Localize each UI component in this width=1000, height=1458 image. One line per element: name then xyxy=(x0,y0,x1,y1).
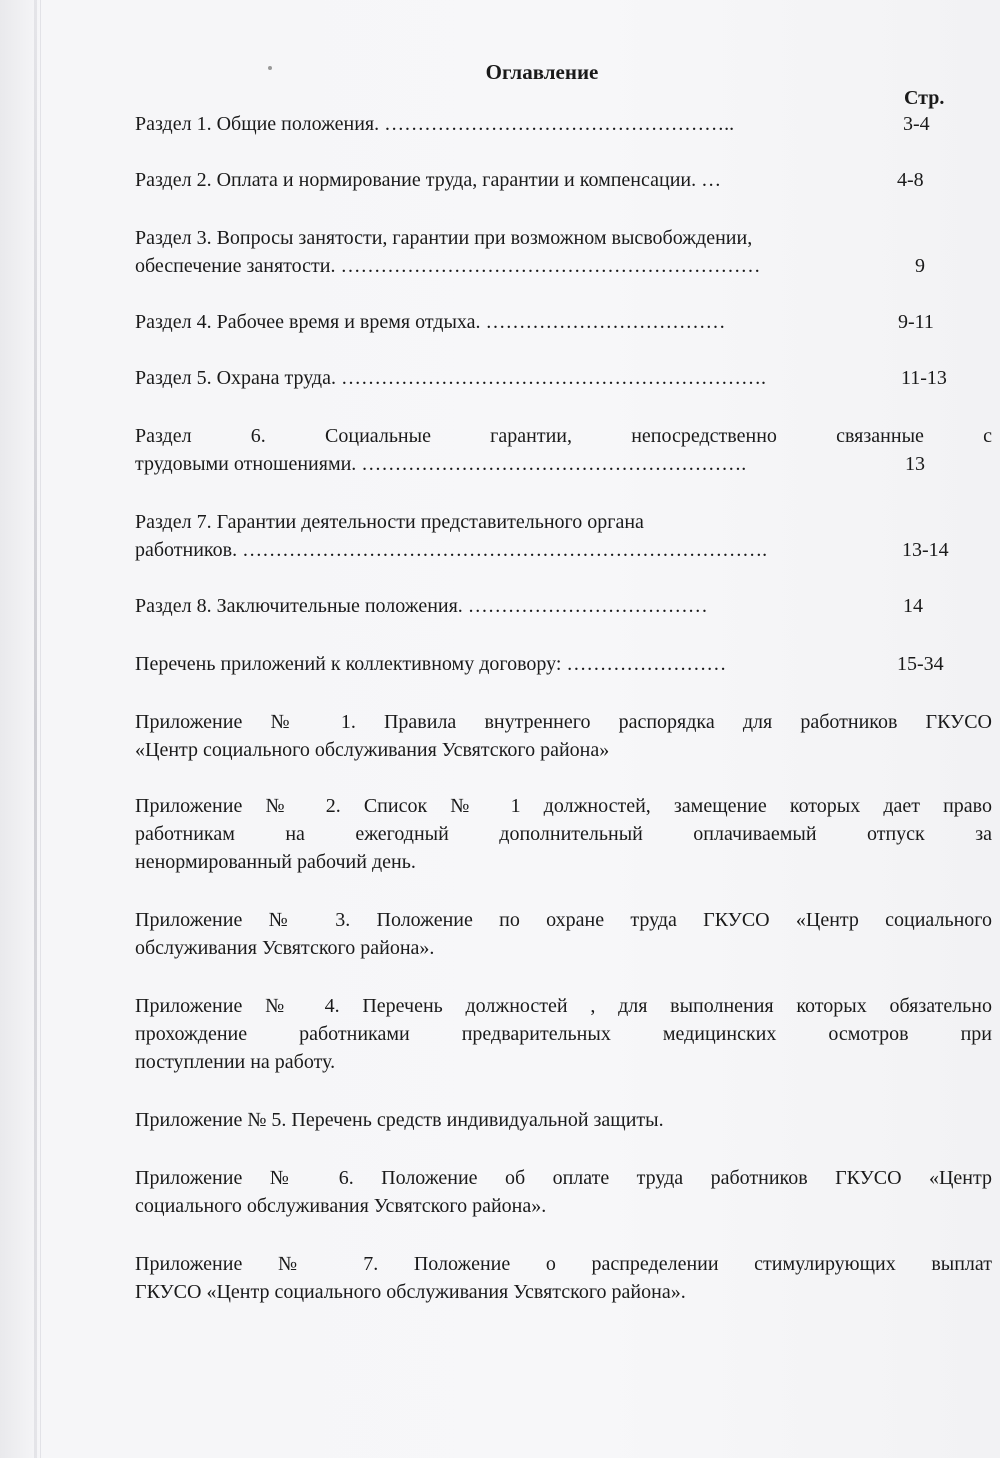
toc-entry-text: Раздел 2. Оплата и нормирование труда, гарантии и компенсации. … xyxy=(135,169,722,191)
toc-entry-pages: 9-11 xyxy=(898,311,934,333)
appendix-7 xyxy=(135,1250,992,1306)
page-fold-line xyxy=(40,0,41,1458)
appendix-line: «Центр социального обслуживания Усвятского района» xyxy=(135,739,610,761)
toc-entry-line-1: Раздел 7. Гарантии деятельности представительного органа xyxy=(135,511,644,533)
toc-entry-section-8 xyxy=(135,592,992,620)
appendix-line: обслуживания Усвятского района». xyxy=(135,937,435,959)
toc-entry-section-1 xyxy=(135,110,992,138)
appendix-2 xyxy=(135,792,992,876)
toc-entry-appendices xyxy=(135,650,992,678)
toc-entry-pages: 4-8 xyxy=(897,169,924,191)
toc-entry-pages: 13 xyxy=(905,453,925,475)
toc-entry-section-5 xyxy=(135,364,992,392)
toc-entry-text: Раздел 8. Заключительные положения. ……………………………… xyxy=(135,595,708,617)
appendix-line: ненормированный рабочий день. xyxy=(135,851,416,873)
page-fold-edge xyxy=(34,0,37,1458)
appendix-line: поступлении на работу. xyxy=(135,1051,336,1073)
toc-entry-line-2: обеспечение занятости. ……………………………………………………… xyxy=(135,255,761,277)
toc-entry-pages: 13-14 xyxy=(902,539,949,561)
toc-entry-section-2 xyxy=(135,166,992,194)
appendix-1 xyxy=(135,708,992,764)
appendix-line: Приложение № 5. Перечень средств индивидуальной защиты. xyxy=(135,1109,664,1131)
toc-entry-section-3 xyxy=(135,224,992,280)
appendix-6 xyxy=(135,1164,992,1220)
toc-entry-text: Раздел 1. Общие положения. …………………………………………….. xyxy=(135,113,735,135)
appendix-line: прохождение работниками предварительных медицинских осмотров при xyxy=(135,1023,992,1045)
toc-entry-line-2: трудовыми отношениями. …………………………………………………. xyxy=(135,453,747,475)
toc-entry-line-1: Раздел 6. Социальные гарантии, непосредственно связанные с xyxy=(135,425,992,447)
toc-entry-pages: 3-4 xyxy=(903,113,930,135)
toc-entry-section-6 xyxy=(135,422,992,478)
document-title: Оглавление xyxy=(485,60,599,84)
toc-entry-pages: 11-13 xyxy=(901,367,947,389)
appendix-4 xyxy=(135,992,992,1076)
toc-entry-section-7 xyxy=(135,508,992,564)
appendix-line: Приложение № 3. Положение по охране труда ГКУСО «Центр социального xyxy=(135,909,992,931)
toc-entry-text: Перечень приложений к коллективному договору: …………………… xyxy=(135,653,727,675)
appendix-line: Приложение № 1. Правила внутреннего распорядка для работников ГКУСО xyxy=(135,711,992,733)
appendix-5 xyxy=(135,1106,992,1134)
toc-entry-line-1: Раздел 3. Вопросы занятости, гарантии при возможном высвобождении, xyxy=(135,227,753,249)
toc-entry-text: Раздел 4. Рабочее время и время отдыха. ……………………………… xyxy=(135,311,726,333)
appendix-line: Приложение № 6. Положение об оплате труда работников ГКУСО «Центр xyxy=(135,1167,992,1189)
toc-entry-pages: 14 xyxy=(903,595,923,617)
toc-entry-text: Раздел 5. Охрана труда. ………………………………………………………. xyxy=(135,367,766,389)
appendix-line: социального обслуживания Усвятского района». xyxy=(135,1195,547,1217)
page-column-header: Стр. xyxy=(904,87,945,109)
appendix-line: Приложение № 4. Перечень должностей , для выполнения которых обязательно xyxy=(135,995,992,1017)
toc-entry-section-4 xyxy=(135,308,992,336)
appendix-line: Приложение № 7. Положение о распределении стимулирующих выплат xyxy=(135,1253,992,1275)
toc-entry-line-2: работников. ……………………………………………………………………. xyxy=(135,539,768,561)
appendix-line: работникам на ежегодный дополнительный оплачиваемый отпуск за xyxy=(135,823,992,845)
appendix-3 xyxy=(135,906,992,962)
appendix-line: ГКУСО «Центр социального обслуживания Усвятского района». xyxy=(135,1281,686,1303)
appendix-line: Приложение № 2. Список № 1 должностей, замещение которых дает право xyxy=(135,795,992,817)
toc-entry-pages: 9 xyxy=(915,255,925,277)
toc-entry-pages: 15-34 xyxy=(897,653,944,675)
